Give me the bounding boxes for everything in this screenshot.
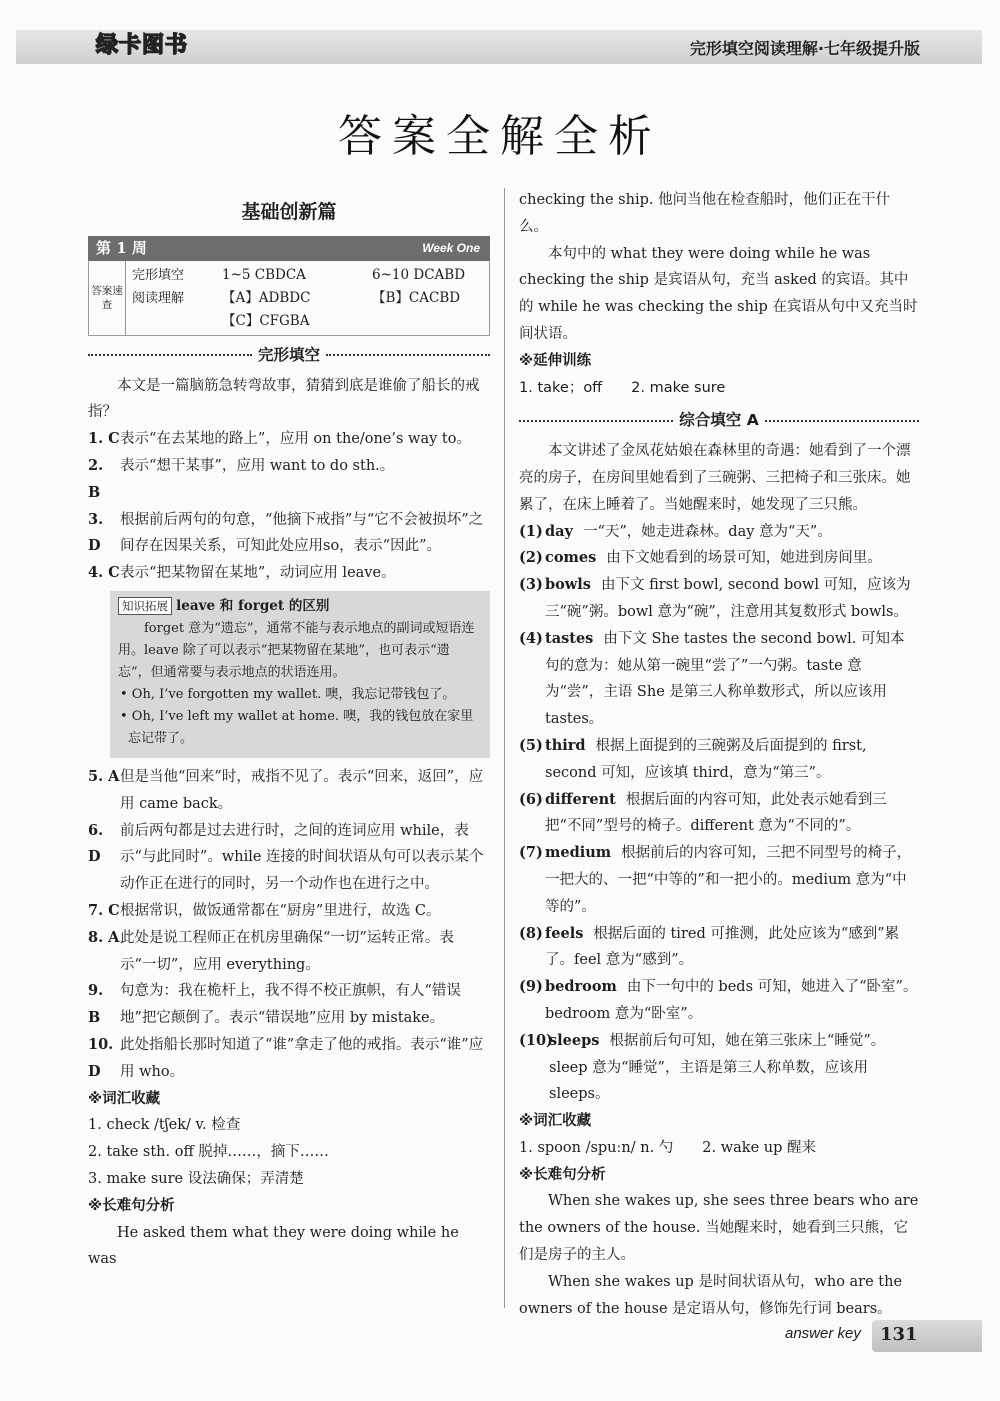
answer-box-label: 答案速查 <box>89 261 126 335</box>
blank-explanation <box>545 840 919 920</box>
blank-number: (10) <box>519 1031 553 1049</box>
answer-item <box>88 818 490 898</box>
book-title: 完形填空阅读理解·七年级提升版 <box>689 39 920 58</box>
brand-logo: 绿卡图书 <box>96 33 189 58</box>
blank-number: (9) <box>519 978 543 996</box>
tip-title: leave 和 forget 的区别 <box>176 597 330 614</box>
tip-box <box>110 591 490 758</box>
blank-item <box>519 733 919 787</box>
blank-explanation <box>545 545 919 572</box>
blank-item <box>519 545 919 572</box>
tip-example-2: • Oh, I’ve left my wallet at home. 噢，我的钱包放在家里忘记带了。 <box>120 708 474 746</box>
page-title: 答案全解全析 <box>338 111 662 162</box>
tip-body: forget 意为“遗忘”，通常不能与表示地点的副词或短语连用。leave 除了可以表示“把某物留在某地”，也可表示“遗忘”，但通常要与表示地点的状语连用。 <box>118 620 475 680</box>
week-en: Week One <box>422 240 480 255</box>
answer-explanation: 表示“在去某地的路上”，应用 on the/one’s way to。 <box>120 431 471 448</box>
blank-explanation <box>545 572 919 626</box>
blank-explanation <box>545 921 919 975</box>
blank-number: (7) <box>519 844 543 862</box>
answer-number: 2. B <box>88 456 104 501</box>
blank-text: 由下文 first bowl, second bowl 可知，应该为三“碗”粥。bowl 意为“碗”，注意用其复数形式 bowls。 <box>545 577 911 620</box>
answer-number: 10. D <box>88 1035 114 1080</box>
blank-explanation <box>545 733 919 787</box>
answer-number: 4. C <box>88 564 120 582</box>
vocab-left-1: 1. check /tʃek/ v. 检查 <box>88 1117 241 1134</box>
left-column <box>88 195 490 1273</box>
answer-explanation: 前后两句都是过去进行时，之间的连词应用 while，表示“与此同时”。while 连接的时间状语从句可以表示某个动作正在进行的同时，另一个动作也在进行之中。 <box>120 822 484 893</box>
footer-text: answer key <box>785 1325 861 1342</box>
vocab-title-right: ※词汇收藏 <box>519 1113 592 1130</box>
long-title-left: ※长难句分析 <box>88 1197 175 1214</box>
blank-number: (2) <box>519 549 543 567</box>
answer-number: 5. A <box>88 767 120 785</box>
blank-number: (1) <box>519 522 543 540</box>
answer-explanation: 表示“把某物留在某地”，动词应用 leave。 <box>120 565 396 582</box>
page-number: 131 <box>880 1324 918 1345</box>
blank-explanation <box>545 974 919 1028</box>
answer-number: 9. B <box>88 982 104 1027</box>
answer-key-2: 阅读理解 <box>132 290 185 306</box>
answer-number: 7. C <box>88 901 120 919</box>
answer-a-3: 【C】CFGBA <box>222 312 310 329</box>
answer-explanation: 此处指船长那时知道了“谁”拿走了他的戒指。表示“谁”应用 who。 <box>120 1036 484 1080</box>
blank-answer: bedroom <box>545 978 617 996</box>
blank-item <box>519 1028 919 1108</box>
answer-item <box>88 764 490 818</box>
comp-intro: 本文讲述了金凤花姑娘在森林里的奇遇：她看到了一个漂亮的房子，在房间里她看到了三碗粥、三把椅子和三张床。她累了，在床上睡着了。当她醒来时，她发现了三只熊。 <box>519 443 911 513</box>
blank-text: 由下文她看到的场景可知，她进到房间里。 <box>606 550 882 567</box>
answer-a-1: 1~5 CBDCA <box>222 266 306 283</box>
vocab-left-3: 3. make sure 设法确保；弄清楚 <box>88 1170 304 1187</box>
answer-item <box>88 925 490 979</box>
comp-header: 综合填空 A <box>519 407 919 434</box>
answer-item <box>88 507 490 561</box>
blank-text: 根据前后的内容可知，三把不同型号的椅子，一把大的、一把“中等的”和一把小的。medium 意为“中等的”。 <box>545 845 912 915</box>
answer-number: 1. C <box>88 430 120 448</box>
blank-explanation <box>545 787 919 841</box>
blank-answer: tastes <box>545 629 594 647</box>
vocab-left-2: 2. take sth. off 脱掉……，摘下…… <box>88 1144 329 1161</box>
blank-text: 根据前后句可知，她在第三张床上“睡觉”。sleep 意为“睡觉”，主语是第三人称单数，应该用 sleeps。 <box>549 1032 886 1103</box>
blank-item <box>519 519 919 546</box>
blank-answer: day <box>545 522 573 540</box>
ext-title: ※延伸训练 <box>519 352 592 369</box>
week-banner <box>88 236 490 261</box>
blank-text: 根据后面的 tired 可推测，此处应该为“感到”累了。feel 意为“感到”。 <box>545 925 900 969</box>
blank-answer: bowls <box>545 576 591 594</box>
blank-answer: third <box>545 736 586 754</box>
right-column <box>519 187 919 1322</box>
answer-explanation: 句意为：我在桅杆上，我不得不校正旗帜，有人“错误地”把它颠倒了。表示“错误地”应用 by mistake。 <box>120 983 461 1027</box>
week-label: 第 1 周 <box>96 238 147 257</box>
answer-explanation: 表示“想干某事”，应用 want to do sth.。 <box>120 457 395 474</box>
long-right-2: When she wakes up 是时间状语从句，who are the owners of the house 是定语从句，修饰先行词 bears。 <box>519 1273 903 1317</box>
answer-key-1: 完形填空 <box>132 267 185 283</box>
ext-answer: 1. take；off 2. make sure <box>519 379 726 396</box>
blank-explanation <box>545 519 919 546</box>
answer-b-2: 【B】CACBD <box>372 289 461 306</box>
blank-number: (5) <box>519 736 543 754</box>
section-title: 基础创新篇 <box>241 201 337 223</box>
answer-item <box>88 560 490 587</box>
right-top-1: checking the ship. 他问当他在检查船时，他们正在干什么。 <box>519 192 891 235</box>
answer-explanation: 根据前后两句的句意，“他摘下戒指”与“它不会被损坏”之间存在因果关系，可知此处应用so，表示“因此”。 <box>120 511 484 555</box>
blank-item <box>519 572 919 626</box>
blank-explanation <box>545 626 919 733</box>
tip-example-1: • Oh, I’ve forgotten my wallet. 噢，我忘记带钱包了。 <box>120 686 456 702</box>
blank-number: (4) <box>519 629 543 647</box>
answer-item <box>88 453 490 507</box>
answer-number: 8. A <box>88 928 120 946</box>
page-number-box <box>872 1320 982 1352</box>
long-title-right: ※长难句分析 <box>519 1166 606 1183</box>
blank-item <box>519 840 919 920</box>
blank-answer: comes <box>545 549 597 567</box>
blank-answer: feels <box>545 924 584 942</box>
answer-number: 6. D <box>88 821 104 866</box>
answer-box <box>88 261 490 336</box>
answer-item <box>88 898 490 925</box>
vocab-right: 1. spoon /spuːn/ n. 勺 2. wake up 醒来 <box>519 1139 817 1156</box>
answer-number: 3. D <box>88 510 104 555</box>
answer-item <box>88 426 490 453</box>
cloze-header: 完形填空 <box>88 342 490 369</box>
vocab-title-left: ※词汇收藏 <box>88 1090 161 1107</box>
answer-b-1: 6~10 DCABD <box>372 266 466 283</box>
blank-number: (8) <box>519 924 543 942</box>
blank-text: 由下文 She tastes the second bowl. 可知本句的意为：她从第一碗里“尝了”一勺粥。taste 意为“尝”，主语 She 是第三人称单数形式，所以应该用 tastes。 <box>545 630 905 728</box>
blank-text: 一“天”，她走进森林。day 意为“天”。 <box>582 523 832 540</box>
long-right-1: When she wakes up, she sees three bears who are the owners of the house. 当她醒来时，她看到三只熊，它们是房子的主人。 <box>519 1193 919 1264</box>
blank-answer: medium <box>545 844 612 862</box>
blank-item <box>519 787 919 841</box>
blank-explanation <box>549 1028 919 1108</box>
answer-a-2: 【A】ADBDC <box>222 289 311 306</box>
blank-item <box>519 626 919 733</box>
blank-text: 由下一句中的 beds 可知，她进入了“卧室”。bedroom 意为“卧室”。 <box>545 979 918 1022</box>
long-left: He asked them what they were doing while he was <box>88 1224 459 1268</box>
cloze-intro: 本文是一篇脑筋急转弯故事，猜猜到底是谁偷了船长的戒指？ <box>88 377 480 421</box>
blank-answer: different <box>545 790 616 808</box>
column-divider <box>504 188 505 1308</box>
answer-item <box>88 1032 490 1086</box>
blank-text: 根据上面提到的三碗粥及后面提到的 first, second 可知，应该填 third，意为“第三”。 <box>545 737 867 781</box>
blank-item <box>519 974 919 1028</box>
answer-explanation: 根据常识，做饭通常都在“厨房”里进行，故选 C。 <box>120 902 441 919</box>
tip-tag: 知识拓展 <box>118 597 172 615</box>
answer-item <box>88 978 490 1032</box>
blank-number: (3) <box>519 576 543 594</box>
answer-explanation: 此处是说工程师正在机房里确保“一切”运转正常。表示“一切”，应用 everything。 <box>120 929 454 973</box>
blank-text: 根据后面的内容可知，此处表示她看到三把“不同”型号的椅子。different 意为“不同的”。 <box>545 791 887 835</box>
blank-number: (6) <box>519 790 543 808</box>
blank-item <box>519 921 919 975</box>
right-top-2: 本句中的 what they were doing while he was checking the ship 是宾语从句，充当 asked 的宾语。其中的 while he was checking the ship 在宾语从句中又充当时间状语。 <box>519 245 918 342</box>
answer-explanation: 但是当他“回来”时，戒指不见了。表示“回来，返回”，应用 came back。 <box>120 768 484 812</box>
blank-answer: sleeps <box>549 1031 600 1049</box>
